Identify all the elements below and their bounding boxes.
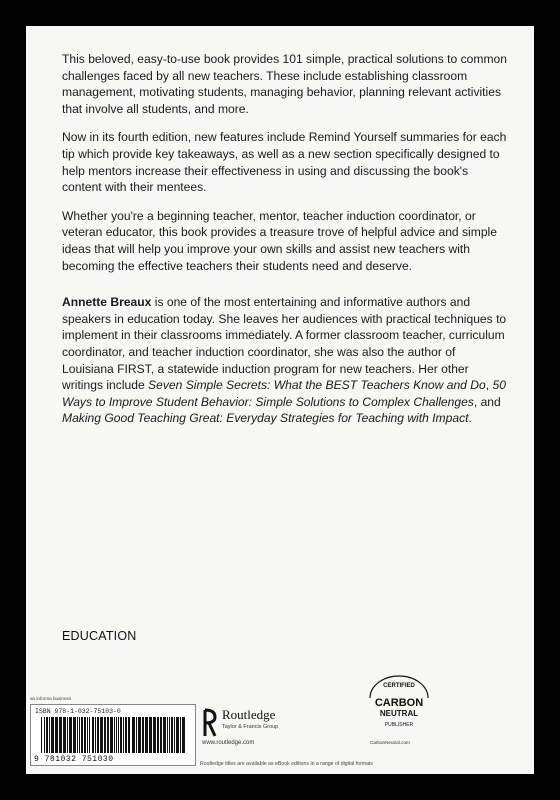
carbon-caption: CarbonNeutral.com: [370, 740, 410, 745]
informa-caption: an informa business: [30, 696, 72, 701]
subject-category: EDUCATION: [62, 629, 137, 643]
book-title-1: Seven Simple Secrets: What the BEST Teachers Know and Do: [148, 378, 486, 393]
routledge-logo-icon: [202, 708, 218, 738]
blurb-paragraph-3: Whether you're a beginning teacher, mentor, teacher induction coordinator, or veteran educator, this book provides a treasure trove of helpful advice and simple ideas that will help you improve your own skills and assist new teachers with becoming the effective teachers their students need and deserve.: [62, 208, 497, 273]
publisher-group: Taylor & Francis Group: [222, 724, 279, 730]
barcode-digits: 9 781032 751030: [34, 755, 114, 764]
author-name: Annette Breaux: [62, 295, 152, 310]
barcode-icon: [41, 717, 187, 755]
carbon-word-2: NEUTRAL: [379, 709, 419, 718]
isbn-barcode-box: [30, 704, 196, 766]
blurb-paragraph-1: This beloved, easy-to-use book provides 101 simple, practical solutions to common challenges faced by all new teachers. These include establishing classroom management, motivating students, managing behavior, planning relevant activities that involve all students, and more.: [62, 52, 508, 116]
legal-notice: Routledge titles are available as eBook editions in a range of digital formats: [200, 761, 374, 767]
carbon-word-1: CARBON: [374, 697, 424, 709]
carbon-neutral-seal-icon: [362, 672, 436, 738]
publisher-url: www.routledge.com: [202, 740, 255, 746]
carbon-sub-text: PUBLISHER: [384, 722, 414, 728]
author-bio-intro: is one of the most entertaining and informative authors and speakers in education today. She leaves her audiences with practical techniques to implement in their classrooms immediately. A former classroom teacher, curriculum coordinator, and teacher induction coordinator, she was also the author of Louisiana FIRST, a statewide induction program for new teachers. Her other writings include: [62, 295, 507, 393]
blurb-text: [62, 51, 508, 439]
author-bio-sep-1: ,: [485, 378, 493, 393]
blurb-paragraph-2: Now in its fourth edition, new features include Remind Yourself summaries for each tip which provide key takeaways, as well as a new section specifically designed to help mentors increase their effectiveness in using and discussing the book's content with their mentees.: [62, 130, 507, 195]
publisher-name: Routledge: [222, 707, 276, 722]
author-bio-sep-2: , and: [473, 394, 501, 409]
author-bio-end: .: [468, 411, 472, 426]
book-title-2: 50 Ways to Improve Student Behavior: Simple Solutions to Complex Challenges: [62, 378, 506, 409]
isbn-label: ISBN 978-1-032-75103-0: [35, 708, 121, 715]
carbon-certified-text: CERTIFIED: [383, 683, 415, 689]
back-cover: [26, 26, 534, 774]
author-bio: [62, 294, 508, 427]
book-title-3: Making Good Teaching Great: Everyday Strategies for Teaching with Impact: [62, 411, 469, 426]
